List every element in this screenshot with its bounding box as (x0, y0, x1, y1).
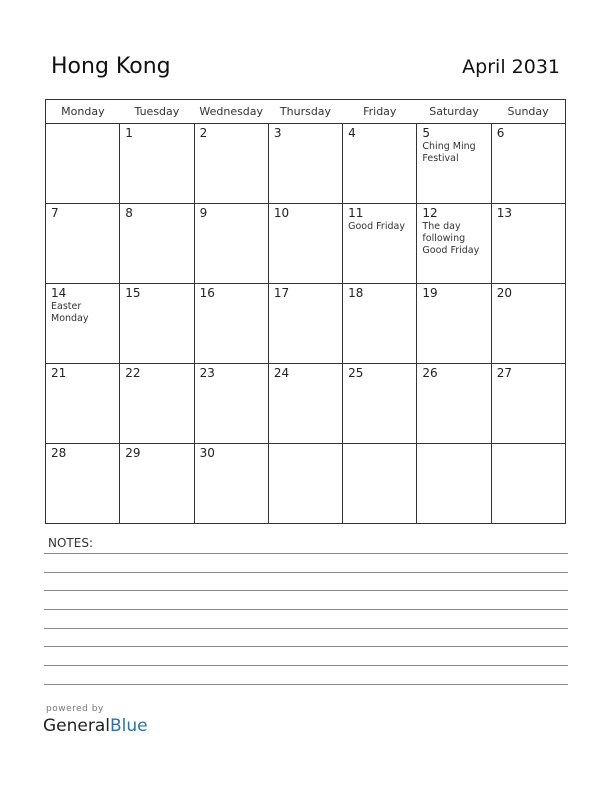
notes-line (44, 572, 568, 573)
page-title: Hong Kong (51, 54, 171, 79)
day-cell (491, 364, 565, 444)
weekday-tuesday: Tuesday (120, 100, 194, 124)
day-cell (120, 204, 194, 284)
brand-logo (43, 716, 148, 736)
day-cell (491, 444, 565, 524)
day-cell (417, 444, 491, 524)
day-number: 8 (125, 206, 133, 220)
day-cell (343, 124, 417, 204)
day-number: 16 (199, 286, 215, 300)
day-cell (268, 284, 342, 364)
weekday-wednesday: Wednesday (194, 100, 268, 124)
day-cell (417, 124, 491, 204)
day-cell (491, 124, 565, 204)
week-row (46, 204, 566, 284)
week-row (46, 444, 566, 524)
holiday-label: Ching Ming Festival (422, 141, 476, 164)
day-number: 6 (496, 126, 505, 140)
day-number: 24 (273, 366, 290, 380)
day-number: 27 (496, 366, 512, 380)
brand-general: General (43, 716, 110, 736)
day-cell (268, 364, 342, 444)
day-number: 5 (422, 126, 431, 140)
day-cell (343, 364, 417, 444)
brand-blue: Blue (110, 716, 148, 736)
day-cell (120, 124, 194, 204)
day-number: 4 (348, 126, 356, 140)
weekday-thursday: Thursday (268, 100, 342, 124)
day-cell (120, 444, 194, 524)
notes-line (44, 628, 568, 629)
day-number: 3 (273, 126, 282, 140)
day-number: 10 (273, 206, 290, 220)
notes-line (44, 665, 568, 666)
notes-line (44, 684, 568, 685)
day-number: 21 (51, 366, 67, 380)
day-number: 15 (125, 286, 141, 300)
day-number: 25 (348, 366, 364, 380)
day-cell (120, 364, 194, 444)
day-number: 17 (273, 286, 290, 300)
day-number: 7 (51, 206, 59, 220)
day-number: 2 (199, 126, 208, 140)
day-number: 19 (422, 286, 438, 300)
day-number: 26 (422, 366, 438, 380)
day-cell (343, 204, 417, 284)
day-cell (46, 204, 120, 284)
notes-label: NOTES: (48, 536, 93, 550)
weekday-saturday: Saturday (417, 100, 491, 124)
day-number: 18 (348, 286, 364, 300)
day-number: 28 (51, 446, 67, 460)
day-cell (46, 444, 120, 524)
day-cell (343, 284, 417, 364)
day-number: 20 (496, 286, 512, 300)
day-number: 1 (125, 126, 133, 140)
week-row (46, 284, 566, 364)
day-cell (194, 364, 268, 444)
powered-by-label: powered by (46, 704, 104, 714)
day-cell (120, 284, 194, 364)
day-number: 22 (125, 366, 141, 380)
weekday-header-row (46, 100, 566, 124)
month-title: April 2031 (462, 56, 560, 78)
day-cell (194, 204, 268, 284)
notes-line (44, 553, 568, 554)
day-number: 12 (422, 206, 438, 220)
week-row (46, 364, 566, 444)
day-number: 9 (199, 206, 208, 220)
holiday-label: The day following Good Friday (422, 221, 480, 256)
calendar-grid (45, 99, 566, 524)
day-cell (46, 364, 120, 444)
day-cell (491, 284, 565, 364)
day-number: 29 (125, 446, 141, 460)
notes-line (44, 590, 568, 591)
day-cell (194, 284, 268, 364)
day-number: 30 (199, 446, 215, 460)
day-cell (46, 284, 120, 364)
day-cell (194, 444, 268, 524)
day-cell (417, 284, 491, 364)
day-cell (194, 124, 268, 204)
day-cell (491, 204, 565, 284)
day-cell (268, 444, 342, 524)
day-cell (417, 364, 491, 444)
week-row (46, 124, 566, 204)
weekday-monday: Monday (46, 100, 120, 124)
day-number: 11 (348, 206, 364, 220)
notes-line (44, 646, 568, 647)
holiday-label: Good Friday (348, 221, 405, 232)
day-cell (268, 124, 342, 204)
holiday-label: Easter Monday (51, 301, 89, 324)
day-cell (268, 204, 342, 284)
day-cell (46, 124, 120, 204)
day-number: 14 (51, 286, 67, 300)
notes-line (44, 609, 568, 610)
day-number: 13 (496, 206, 512, 220)
day-number: 23 (199, 366, 215, 380)
day-cell (417, 204, 491, 284)
day-cell (343, 444, 417, 524)
weekday-sunday: Sunday (491, 100, 565, 124)
weekday-friday: Friday (343, 100, 417, 124)
